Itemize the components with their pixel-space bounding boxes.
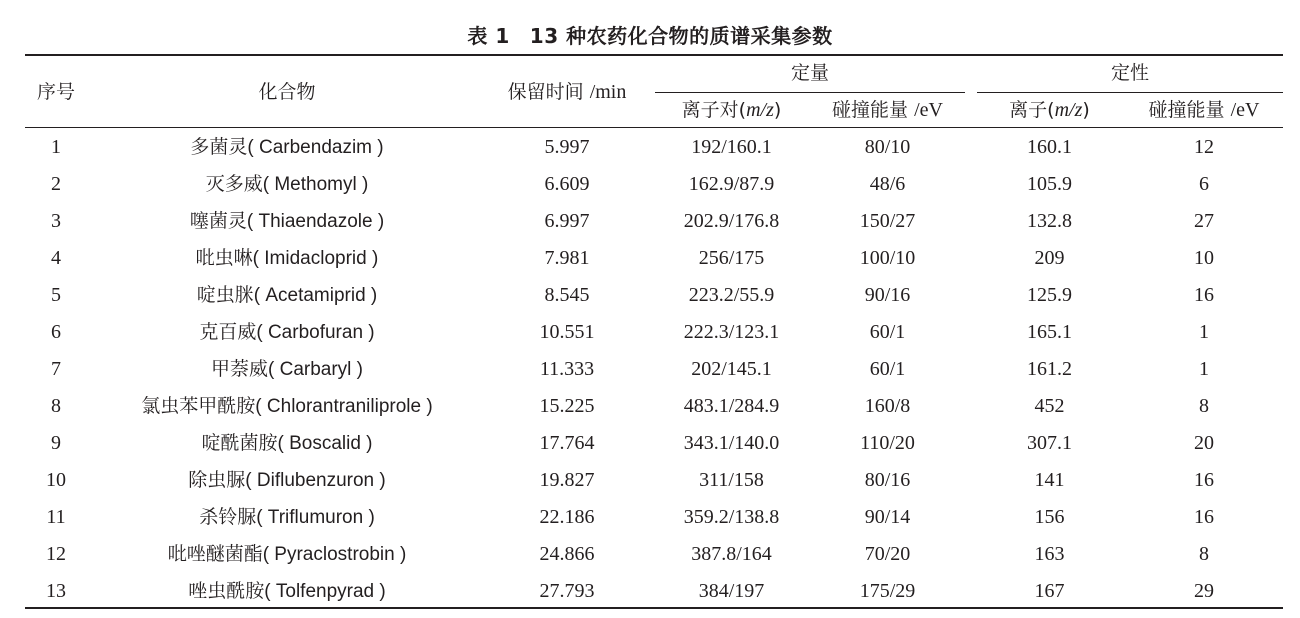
row-index: 12 <box>46 543 66 565</box>
table-caption <box>0 20 1300 49</box>
row-ion-pair: 222.3/123.1 <box>683 321 780 343</box>
row-retention-time: 22.186 <box>539 506 595 528</box>
compound-en-name: ( Carbaryl ) <box>268 359 364 380</box>
row-collision-qual: 6 <box>1199 173 1209 195</box>
header-retention-label: 保留时间 <box>507 81 584 103</box>
row-collision-quant: 150/27 <box>859 210 916 232</box>
row-compound <box>87 579 487 603</box>
compound-en-name: ( Triflumuron ) <box>256 507 375 528</box>
header-collision-label: 碰撞能量 <box>832 99 909 121</box>
row-retention-time: 5.997 <box>544 136 590 158</box>
row-index: 8 <box>51 395 61 417</box>
row-compound <box>87 468 487 492</box>
compound-en-name: ( Boscalid ) <box>277 433 373 454</box>
header-collision-energy-quant <box>810 98 965 122</box>
row-collision-quant: 80/16 <box>864 469 911 491</box>
compound-en-name: ( Tolfenpyrad ) <box>264 581 386 602</box>
row-compound <box>87 357 487 381</box>
row-collision-quant: 160/8 <box>864 395 911 417</box>
row-collision-qual: 16 <box>1194 506 1214 528</box>
row-collision-qual: 16 <box>1194 284 1214 306</box>
row-retention-time: 7.981 <box>544 247 590 269</box>
table-top-rule <box>25 54 1283 56</box>
compound-en-name: ( Diflubenzuron ) <box>245 470 386 491</box>
row-index: 1 <box>51 136 61 158</box>
row-collision-qual: 1 <box>1199 321 1209 343</box>
row-collision-qual: 29 <box>1194 580 1214 602</box>
row-collision-quant: 48/6 <box>869 173 906 195</box>
row-ion: 156 <box>1034 506 1065 528</box>
row-ion: 307.1 <box>1027 432 1072 454</box>
row-compound <box>87 542 487 566</box>
row-compound <box>87 283 487 307</box>
row-compound <box>87 394 487 418</box>
row-index: 2 <box>51 173 61 195</box>
row-ion: 105.9 <box>1027 173 1072 195</box>
row-ion-pair: 384/197 <box>698 580 765 602</box>
row-compound <box>87 209 487 233</box>
compound-cn-name: 吡唑醚菌酯 <box>167 543 263 565</box>
compound-cn-name: 甲萘威 <box>210 358 268 380</box>
row-compound <box>87 431 487 455</box>
row-compound <box>87 172 487 196</box>
row-ion: 452 <box>1034 395 1065 417</box>
row-collision-qual: 8 <box>1199 395 1209 417</box>
row-ion-pair: 311/158 <box>699 469 764 491</box>
row-index: 5 <box>51 284 61 306</box>
header-ion-pair-label: 离子对( <box>681 99 747 121</box>
row-ion-pair: 162.9/87.9 <box>688 173 775 195</box>
row-ion: 165.1 <box>1027 321 1072 343</box>
row-collision-qual: 16 <box>1194 469 1214 491</box>
row-ion: 132.8 <box>1027 210 1072 232</box>
compound-en-name: ( Methomyl ) <box>262 174 369 195</box>
compound-cn-name: 唑虫酰胺 <box>188 580 265 602</box>
row-retention-time: 6.997 <box>544 210 590 232</box>
header-ion-mz: m/z <box>1054 99 1083 121</box>
row-retention-time: 15.225 <box>539 395 595 417</box>
compound-en-name: ( Carbofuran ) <box>256 322 375 343</box>
header-compound: 化合物 <box>258 81 316 103</box>
header-ion-close: ) <box>1082 99 1090 121</box>
compound-en-name: ( Chlorantraniliprole ) <box>255 396 433 417</box>
row-retention-time: 11.333 <box>539 358 595 380</box>
row-collision-quant: 90/16 <box>864 284 911 306</box>
compound-cn-name: 灭多威 <box>205 173 263 195</box>
row-index: 10 <box>46 469 66 491</box>
row-ion: 125.9 <box>1027 284 1072 306</box>
header-collision2-label: 碰撞能量 <box>1148 99 1225 121</box>
header-ion-pair-mz: m/z <box>746 99 774 121</box>
row-collision-quant: 70/20 <box>864 543 911 565</box>
row-collision-quant: 80/10 <box>864 136 911 158</box>
row-ion: 160.1 <box>1027 136 1072 158</box>
compound-cn-name: 吡虫啉 <box>195 247 253 269</box>
table-caption-label: 表 1 <box>467 24 510 48</box>
row-retention-time: 6.609 <box>544 173 590 195</box>
compound-cn-name: 啶酰菌胺 <box>201 432 278 454</box>
row-ion-pair: 256/175 <box>698 247 765 269</box>
row-index: 11 <box>46 506 66 528</box>
row-ion: 167 <box>1034 580 1065 602</box>
header-quantitative-group: 定量 <box>790 62 829 84</box>
row-retention-time: 24.866 <box>539 543 595 565</box>
qualitative-span-rule <box>977 92 1283 93</box>
row-ion-pair: 387.8/164 <box>691 543 772 565</box>
header-qualitative-group: 定性 <box>1110 62 1149 84</box>
header-ion <box>977 98 1122 122</box>
row-collision-qual: 27 <box>1194 210 1214 232</box>
compound-en-name: ( Thiaendazole ) <box>246 211 385 232</box>
compound-cn-name: 氯虫苯甲酰胺 <box>141 395 256 417</box>
row-retention-time: 8.545 <box>544 284 590 306</box>
header-retention-time <box>487 80 647 104</box>
compound-cn-name: 噻菌灵 <box>189 210 247 232</box>
row-index: 3 <box>51 210 61 232</box>
compound-en-name: ( Imidacloprid ) <box>252 248 379 269</box>
header-collision2-unit: /eV <box>1230 99 1260 121</box>
compound-en-name: ( Carbendazim ) <box>247 137 384 158</box>
row-ion-pair: 223.2/55.9 <box>688 284 775 306</box>
row-collision-qual: 12 <box>1194 136 1214 158</box>
header-index: 序号 <box>36 81 75 103</box>
row-ion-pair: 202/145.1 <box>691 358 772 380</box>
row-compound <box>87 135 487 159</box>
header-ion-pair-close: ) <box>773 99 782 121</box>
table-caption-text: 13 种农药化合物的质谱采集参数 <box>529 24 833 48</box>
compound-cn-name: 啶虫脒 <box>196 284 254 306</box>
row-ion: 141 <box>1034 469 1065 491</box>
quantitative-span-rule <box>655 92 965 93</box>
row-index: 4 <box>51 247 61 269</box>
row-index: 6 <box>51 321 61 343</box>
compound-cn-name: 除虫脲 <box>188 469 246 491</box>
row-retention-time: 19.827 <box>539 469 595 491</box>
row-ion-pair: 483.1/284.9 <box>683 395 780 417</box>
compound-cn-name: 杀铃脲 <box>199 506 257 528</box>
header-ion-pair <box>655 98 808 122</box>
row-index: 9 <box>51 432 61 454</box>
row-compound <box>87 505 487 529</box>
row-collision-quant: 175/29 <box>859 580 916 602</box>
header-retention-unit: /min <box>589 81 627 103</box>
table-header-rule <box>25 127 1283 128</box>
row-collision-quant: 100/10 <box>859 247 916 269</box>
compound-en-name: ( Acetamiprid ) <box>253 285 378 306</box>
header-collision-unit: /eV <box>914 99 943 121</box>
row-collision-quant: 60/1 <box>869 321 906 343</box>
row-index: 13 <box>46 580 66 602</box>
row-ion: 209 <box>1034 247 1065 269</box>
row-collision-qual: 20 <box>1194 432 1214 454</box>
row-compound <box>87 246 487 270</box>
row-ion-pair: 343.1/140.0 <box>683 432 780 454</box>
row-collision-qual: 8 <box>1199 543 1209 565</box>
row-retention-time: 10.551 <box>539 321 595 343</box>
row-ion-pair: 359.2/138.8 <box>683 506 780 528</box>
row-compound <box>87 320 487 344</box>
header-ion-label: 离子( <box>1009 99 1055 121</box>
row-collision-qual: 10 <box>1194 247 1214 269</box>
compound-cn-name: 多菌灵 <box>190 136 248 158</box>
row-ion: 163 <box>1034 543 1065 565</box>
row-ion-pair: 202.9/176.8 <box>683 210 780 232</box>
row-ion-pair: 192/160.1 <box>691 136 772 158</box>
row-collision-quant: 90/14 <box>864 506 911 528</box>
table-bottom-rule <box>25 607 1283 609</box>
row-collision-quant: 60/1 <box>869 358 906 380</box>
header-collision-energy-qual <box>1125 98 1283 122</box>
row-collision-quant: 110/20 <box>860 432 915 454</box>
row-retention-time: 17.764 <box>539 432 595 454</box>
row-ion: 161.2 <box>1027 358 1072 380</box>
compound-cn-name: 克百威 <box>199 321 257 343</box>
row-index: 7 <box>51 358 61 380</box>
row-retention-time: 27.793 <box>539 580 595 602</box>
row-collision-qual: 1 <box>1199 358 1209 380</box>
compound-en-name: ( Pyraclostrobin ) <box>262 544 407 565</box>
